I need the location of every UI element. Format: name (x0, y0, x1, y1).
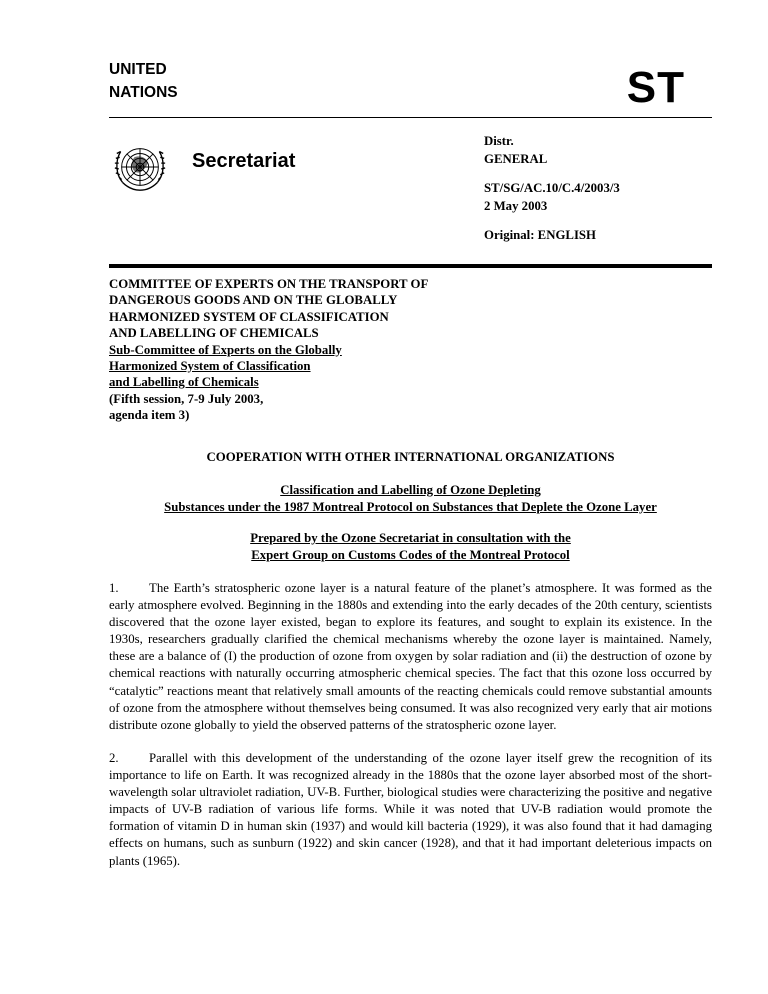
org-line-2: NATIONS (109, 84, 178, 101)
paragraph-1 (109, 580, 712, 734)
paragraph-number: 2. (109, 751, 119, 765)
header-thick-divider (109, 264, 712, 268)
document-subtitle (109, 482, 712, 516)
prepared-by (109, 530, 712, 564)
un-emblem-icon (111, 138, 169, 196)
committee-line: AND LABELLING OF CHEMICALS (109, 326, 319, 341)
document-date: 2 May 2003 (484, 199, 548, 213)
paragraph-number: 1. (109, 581, 119, 595)
subtitle-line: Substances under the 1987 Montreal Protocol on Substances that Deplete the Ozone Layer (164, 500, 657, 514)
org-line-1: UNITED (109, 61, 167, 78)
paragraph-text: Parallel with this development of the understanding of the ozone layer itself grew the recognition of its importance to life on Earth. It was recognized already in the 1880s that the ozone layer absorbed most of the short-wavelength solar ultraviolet radiation, UV-B. Further, biological studies were characterizing the positive and negative impacts of UV-B radiation of various life forms. While it was noted that UV-B radiation would promote the formation of vitamin D in human skin (1937) and would kill bacteria (1929), it was also found that it had damaging effects on humans, such as sunburn (1922) and skin cancer (1928), and that it had important deleterious impacts on plants (1965). (109, 751, 712, 868)
document-series-symbol: ST (626, 63, 685, 112)
committee-line: COMMITTEE OF EXPERTS ON THE TRANSPORT OF (109, 277, 429, 291)
prepared-line: Prepared by the Ozone Secretariat in consultation with the (250, 531, 571, 545)
session-line: (Fifth session, 7-9 July 2003, (109, 391, 264, 406)
document-symbol: ST/SG/AC.10/C.4/2003/3 (484, 181, 620, 195)
session-line: agenda item 3) (109, 408, 190, 423)
main-title: COOPERATION WITH OTHER INTERNATIONAL ORGANIZATIONS (206, 450, 615, 464)
secretariat-label: Secretariat (192, 150, 296, 172)
subtitle-line: Classification and Labelling of Ozone Depleting (280, 483, 541, 497)
subcommittee-line: and Labelling of Chemicals (109, 375, 259, 390)
distribution-block (484, 132, 620, 244)
committee-line: HARMONIZED SYSTEM OF CLASSIFICATION (109, 309, 389, 324)
subcommittee-line: Harmonized System of Classification (109, 359, 311, 374)
subcommittee-line: Sub-Committee of Experts on the Globally (109, 342, 342, 357)
original-language: Original: ENGLISH (484, 228, 596, 242)
document-title (109, 449, 712, 466)
committee-line: DANGEROUS GOODS AND ON THE GLOBALLY (109, 293, 398, 308)
prepared-line: Expert Group on Customs Codes of the Montreal Protocol (251, 548, 570, 562)
paragraph-2 (109, 750, 712, 870)
paragraph-text: The Earth’s stratospheric ozone layer is a natural feature of the planet’s atmosphere. It was formed as the early atmosphere evolved. Beginning in the 1880s and extending into the early decades of the 20th century, scientists discovered that the ozone layer existed, began to explore its features, and sought to explain its existence. In the 1930s, researchers gradually clarified the chemical mechanisms whereby the ozone layer is maintained. Namely, these are a balance of (I) the production of ozone from oxygen by solar radiation and (ii) the destruction of ozone by chemical reactions with naturally occurring atmospheric chemical species. The fact that this ozone loss occurred by “catalytic” reactions meant that relatively small amounts of the reacting chemicals could remove substantial amounts of ozone from the atmosphere without themselves being consumed. It was also recognized very early that air motions distribute ozone globally to yield the observed patterns of the stratospheric ozone layer. (109, 581, 712, 732)
committee-block (109, 276, 529, 424)
distr-label: Distr. (484, 134, 514, 148)
header-divider (109, 117, 712, 118)
distr-value: GENERAL (484, 152, 548, 166)
organization-name (109, 58, 178, 104)
